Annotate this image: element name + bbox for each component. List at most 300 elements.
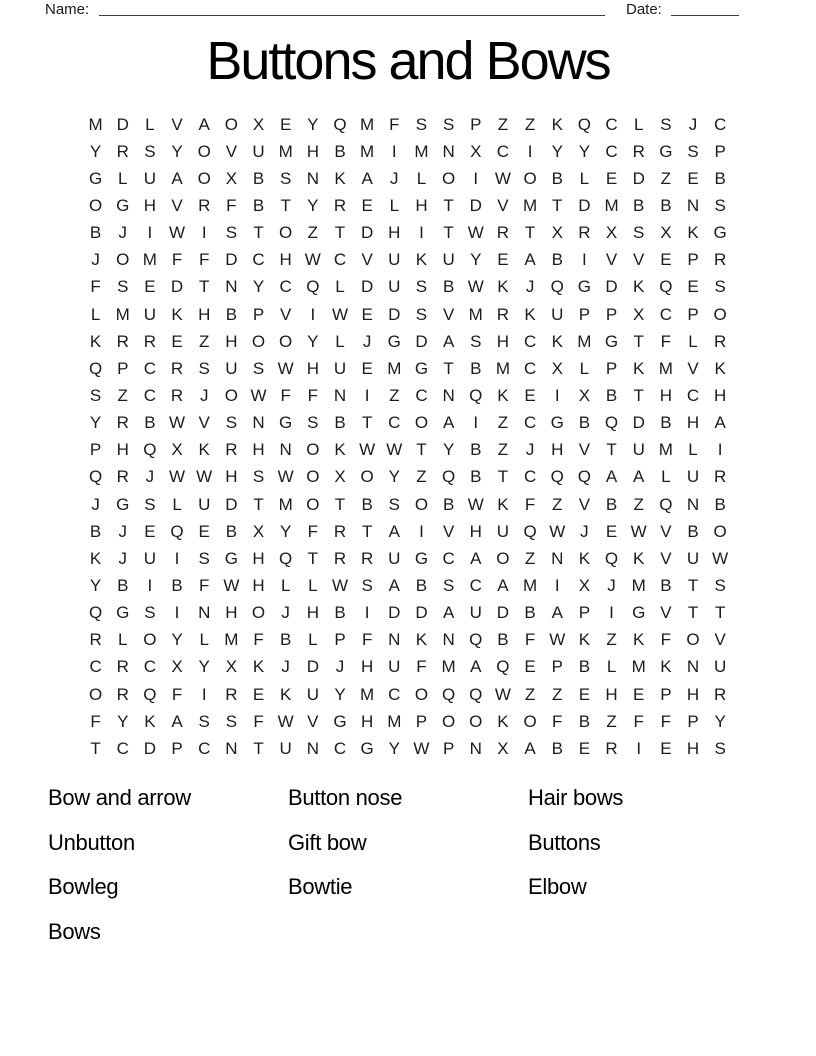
grid-letter: N [252, 413, 265, 433]
grid-letter: S [714, 738, 726, 758]
grid-letter: M [441, 657, 456, 677]
grid-letter: Y [470, 250, 482, 270]
grid-letter: K [198, 440, 210, 460]
grid-letter: G [88, 168, 103, 188]
grid-letter: A [714, 413, 726, 433]
grid-letter: K [89, 548, 102, 568]
grid-letter: V [280, 304, 292, 324]
grid-letter: F [253, 630, 264, 650]
grid-letter: Q [143, 440, 157, 460]
grid-letter: Q [604, 413, 619, 433]
grid-letter: U [388, 277, 401, 297]
grid-letter: H [198, 304, 211, 324]
grid-letter: B [144, 413, 156, 433]
word-column [48, 776, 288, 954]
grid-letter: K [89, 331, 102, 351]
grid-letter: T [497, 467, 509, 487]
grid-letter: P [660, 684, 672, 704]
grid-letter: P [605, 358, 618, 378]
grid-letter: G [659, 141, 673, 161]
grid-letter: W [549, 521, 566, 541]
grid-letter: H [306, 141, 319, 161]
grid-letter: E [252, 684, 265, 704]
grid-letter: B [660, 195, 672, 215]
grid-letter: I [527, 141, 533, 161]
grid-letter: J [580, 521, 589, 541]
grid-letter: J [390, 168, 399, 188]
grid-letter: L [688, 331, 698, 351]
grid-letter: C [714, 114, 727, 134]
grid-letter: C [252, 250, 265, 270]
grid-letter: F [389, 114, 400, 134]
grid-letter: R [361, 548, 374, 568]
grid-letter: I [473, 413, 479, 433]
grid-letter: H [225, 603, 238, 623]
grid-letter: L [118, 630, 128, 650]
grid-letter: S [252, 358, 265, 378]
grid-letter: W [250, 385, 267, 405]
grid-letter: H [415, 195, 428, 215]
grid-letter: V [198, 413, 210, 433]
grid-letter: O [441, 168, 456, 188]
grid-letter: S [415, 304, 428, 324]
grid-letter: I [174, 603, 180, 623]
grid-letter: T [361, 413, 373, 433]
grid-letter: H [686, 413, 700, 433]
grid-letter: E [361, 304, 373, 324]
grid-letter: E [633, 684, 645, 704]
grid-letter: M [278, 494, 293, 514]
grid-letter: E [361, 358, 373, 378]
grid-letter: X [252, 114, 265, 134]
grid-letter: T [253, 738, 264, 758]
grid-letter: S [633, 223, 645, 243]
grid-letter: E [687, 168, 699, 188]
grid-letter: A [497, 575, 509, 595]
grid-letter: O [713, 521, 727, 541]
grid-letter: W [467, 277, 484, 297]
grid-letter: I [554, 385, 560, 405]
grid-letter: X [578, 575, 591, 595]
grid-letter: L [579, 358, 590, 378]
grid-letter: U [198, 494, 211, 514]
grid-letter: I [201, 223, 207, 243]
grid-letter: U [143, 168, 157, 188]
grid-letter: O [686, 630, 700, 650]
grid-letter: S [252, 467, 265, 487]
grid-letter: U [686, 467, 700, 487]
grid-letter: N [469, 738, 482, 758]
grid-letter: J [118, 521, 127, 541]
grid-letter: H [306, 358, 319, 378]
grid-letter: X [470, 141, 482, 161]
grid-letter: Z [307, 223, 319, 243]
grid-letter: R [333, 521, 347, 541]
grid-letter: A [551, 603, 563, 623]
grid-letter: G [414, 358, 429, 378]
grid-letter: F [171, 684, 183, 704]
grid-letter: H [252, 575, 265, 595]
grid-letter: S [660, 114, 672, 134]
grid-letter: S [225, 223, 238, 243]
word-item: Bowtie [288, 874, 353, 900]
word-grid [82, 111, 734, 762]
grid-letter: Y [388, 467, 400, 487]
grid-letter: L [633, 114, 644, 134]
grid-letter: R [605, 738, 618, 758]
grid-letter: T [524, 223, 536, 243]
grid-letter: Z [416, 467, 427, 487]
grid-letter: E [361, 195, 373, 215]
grid-letter: B [578, 711, 591, 731]
grid-letter: T [443, 223, 454, 243]
grid-letter: Z [389, 385, 400, 405]
grid-letter: B [687, 521, 699, 541]
grid-letter: O [88, 684, 103, 704]
grid-letter: F [171, 250, 183, 270]
grid-letter: Y [252, 277, 265, 297]
grid-letter: T [361, 521, 373, 541]
grid-letter: U [306, 684, 319, 704]
grid-letter: A [442, 603, 455, 623]
grid-letter: X [551, 223, 563, 243]
grid-letter: A [524, 250, 536, 270]
grid-letter: S [714, 575, 726, 595]
grid-letter: W [467, 494, 484, 514]
grid-letter: Y [117, 711, 129, 731]
grid-letter: K [280, 684, 292, 704]
grid-letter: J [335, 657, 345, 677]
grid-letter: Y [280, 521, 292, 541]
grid-letter: X [660, 223, 672, 243]
grid-letter: R [116, 657, 129, 677]
grid-letter: P [470, 114, 482, 134]
grid-letter: O [306, 494, 320, 514]
grid-letter: V [578, 494, 591, 514]
grid-letter: B [442, 277, 455, 297]
grid-letter: L [335, 331, 345, 351]
grid-letter: T [443, 195, 454, 215]
grid-letter: C [469, 575, 482, 595]
grid-letter: G [713, 223, 727, 243]
grid-letter: C [143, 358, 157, 378]
grid-letter: A [442, 413, 455, 433]
name-label: Name: [45, 1, 90, 18]
grid-letter: Z [117, 385, 128, 405]
grid-letter: Q [496, 657, 510, 677]
grid-letter: K [415, 250, 428, 270]
grid-letter: Q [170, 521, 184, 541]
grid-letter: B [497, 630, 509, 650]
grid-letter: L [579, 168, 590, 188]
grid-letter: N [442, 141, 455, 161]
grid-letter: K [524, 304, 536, 324]
grid-letter: R [225, 684, 238, 704]
grid-letter: H [686, 684, 700, 704]
grid-letter: F [307, 521, 319, 541]
grid-letter: S [714, 277, 726, 297]
grid-letter: B [551, 168, 563, 188]
grid-letter: P [551, 657, 563, 677]
grid-letter: B [117, 575, 129, 595]
grid-letter: G [604, 331, 619, 351]
grid-letter: D [632, 168, 645, 188]
grid-letter: S [280, 168, 292, 188]
grid-letter: U [388, 548, 401, 568]
grid-letter: X [633, 304, 645, 324]
grid-letter: O [197, 168, 211, 188]
grid-letter: Z [497, 413, 509, 433]
grid-letter: E [660, 250, 672, 270]
grid-letter: H [388, 223, 401, 243]
grid-letter: D [469, 195, 482, 215]
grid-letter: M [278, 141, 293, 161]
grid-letter: W [223, 575, 240, 595]
grid-letter: C [605, 114, 618, 134]
grid-letter: Z [552, 494, 563, 514]
grid-letter: D [415, 603, 428, 623]
grid-letter: B [470, 358, 482, 378]
grid-letter: U [252, 141, 265, 161]
grid-letter: Q [469, 684, 483, 704]
grid-letter: R [89, 630, 102, 650]
grid-letter: E [660, 738, 672, 758]
grid-letter: C [116, 738, 129, 758]
grid-letter: P [714, 141, 726, 161]
grid-letter: T [253, 494, 264, 514]
grid-letter: F [524, 494, 536, 514]
grid-letter: F [660, 711, 672, 731]
grid-letter: K [633, 277, 645, 297]
grid-letter: D [306, 657, 319, 677]
grid-letter: V [497, 195, 509, 215]
grid-letter: K [497, 494, 509, 514]
grid-letter: S [415, 114, 428, 134]
grid-letter: L [661, 467, 671, 487]
grid-letter: K [714, 358, 726, 378]
word-item: Unbutton [48, 829, 135, 855]
grid-letter: V [442, 521, 455, 541]
grid-letter: Z [606, 630, 617, 650]
grid-letter: N [198, 603, 211, 623]
grid-letter: L [335, 277, 345, 297]
grid-letter: I [310, 304, 316, 324]
grid-letter: C [89, 657, 102, 677]
grid-letter: R [170, 358, 184, 378]
grid-letter: U [225, 358, 238, 378]
grid-letter: R [333, 548, 347, 568]
grid-letter: F [253, 711, 264, 731]
grid-letter: B [660, 575, 672, 595]
grid-letter: E [198, 521, 210, 541]
grid-letter: B [470, 467, 482, 487]
grid-letter: D [496, 603, 510, 623]
grid-letter: N [306, 738, 319, 758]
grid-letter: Z [606, 711, 617, 731]
grid-letter: D [361, 277, 374, 297]
grid-letter: O [523, 711, 537, 731]
grid-letter: E [605, 521, 618, 541]
grid-letter: S [388, 494, 400, 514]
grid-letter: G [360, 738, 374, 758]
grid-letter: Y [171, 141, 183, 161]
grid-letter: O [251, 603, 266, 623]
date-label: Date: [626, 1, 662, 18]
grid-letter: Q [550, 467, 564, 487]
grid-letter: M [577, 331, 592, 351]
grid-letter: G [279, 413, 293, 433]
grid-letter: M [115, 304, 130, 324]
grid-letter: U [143, 304, 157, 324]
grid-letter: U [333, 358, 347, 378]
grid-letter: L [389, 195, 400, 215]
word-item: Bow and arrow [48, 785, 191, 811]
grid-letter: T [714, 603, 726, 623]
grid-letter: Z [552, 684, 563, 704]
grid-letter: C [388, 413, 401, 433]
grid-letter: M [88, 114, 103, 134]
grid-letter: J [91, 250, 100, 270]
grid-letter: Y [89, 141, 102, 161]
grid-letter: Q [143, 684, 157, 704]
grid-letter: S [144, 494, 156, 514]
grid-letter: S [198, 548, 210, 568]
grid-letter: D [578, 195, 591, 215]
word-column [528, 776, 768, 954]
grid-letter: R [632, 141, 645, 161]
grid-letter: F [280, 385, 291, 405]
grid-letter: R [198, 195, 211, 215]
grid-letter: B [334, 603, 346, 623]
grid-letter: G [224, 548, 238, 568]
grid-letter: K [551, 331, 563, 351]
grid-letter: V [171, 114, 183, 134]
grid-letter: X [551, 358, 563, 378]
grid-letter: K [633, 548, 645, 568]
grid-letter: R [714, 250, 727, 270]
grid-letter: J [362, 331, 372, 351]
grid-letter: J [281, 657, 290, 677]
grid-letter: P [578, 603, 591, 623]
grid-letter: P [89, 440, 102, 460]
grid-letter: Q [88, 467, 103, 487]
grid-letter: U [388, 657, 401, 677]
grid-letter: M [224, 630, 239, 650]
grid-letter: Q [659, 494, 673, 514]
grid-letter: J [118, 548, 127, 568]
grid-letter: V [578, 440, 591, 460]
grid-letter: U [279, 738, 292, 758]
grid-letter: F [633, 711, 644, 731]
grid-letter: H [361, 657, 374, 677]
grid-letter: S [144, 141, 156, 161]
grid-letter: W [277, 358, 294, 378]
grid-letter: Y [442, 440, 455, 460]
grid-letter: S [117, 277, 129, 297]
grid-letter: O [306, 440, 320, 460]
grid-letter: R [116, 684, 129, 704]
grid-letter: D [225, 250, 238, 270]
grid-letter: J [118, 223, 127, 243]
grid-letter: X [334, 467, 346, 487]
grid-letter: V [687, 358, 699, 378]
grid-letter: M [658, 358, 673, 378]
grid-letter: V [660, 548, 672, 568]
grid-letter: W [549, 630, 566, 650]
grid-letter: V [605, 250, 618, 270]
grid-letter: I [174, 548, 180, 568]
grid-letter: Y [307, 195, 319, 215]
grid-letter: O [224, 385, 238, 405]
grid-letter: X [171, 657, 183, 677]
grid-letter: B [660, 413, 672, 433]
grid-letter: Q [469, 385, 483, 405]
grid-letter: J [607, 575, 616, 595]
grid-letter: Q [441, 467, 456, 487]
grid-letter: P [687, 711, 699, 731]
grid-letter: U [714, 657, 727, 677]
grid-letter: N [686, 195, 700, 215]
grid-letter: O [523, 168, 537, 188]
grid-letter: U [551, 304, 564, 324]
grid-letter: Y [198, 657, 210, 677]
grid-letter: T [606, 440, 617, 460]
grid-letter: W [169, 223, 186, 243]
grid-letter: O [360, 467, 374, 487]
grid-letter: D [170, 277, 184, 297]
grid-letter: R [333, 195, 347, 215]
grid-letter: X [171, 440, 183, 460]
grid-letter: K [144, 711, 156, 731]
grid-letter: T [90, 738, 101, 758]
grid-letter: D [225, 494, 238, 514]
grid-letter: L [416, 168, 427, 188]
grid-letter: D [388, 603, 401, 623]
grid-letter: Z [497, 114, 509, 134]
grid-letter: S [198, 358, 210, 378]
grid-letter: P [334, 630, 346, 650]
grid-letter: G [414, 548, 429, 568]
grid-letter: M [631, 575, 646, 595]
grid-letter: Q [659, 277, 673, 297]
grid-letter: W [331, 304, 348, 324]
grid-letter: K [415, 630, 428, 650]
grid-letter: W [304, 250, 321, 270]
grid-letter: R [578, 223, 591, 243]
grid-letter: A [198, 114, 210, 134]
grid-letter: L [199, 630, 209, 650]
grid-letter: Q [279, 548, 293, 568]
grid-letter: O [414, 413, 429, 433]
grid-letter: R [116, 331, 129, 351]
grid-letter: K [497, 711, 509, 731]
grid-letter: M [658, 440, 673, 460]
grid-letter: R [714, 331, 727, 351]
grid-letter: H [279, 250, 292, 270]
grid-letter: Z [633, 494, 644, 514]
grid-letter: C [279, 277, 292, 297]
grid-letter: T [307, 548, 319, 568]
grid-letter: V [660, 603, 672, 623]
grid-letter: M [360, 684, 375, 704]
grid-letter: Q [333, 114, 347, 134]
grid-letter: P [442, 738, 455, 758]
grid-letter: T [687, 575, 699, 595]
grid-letter: E [144, 277, 156, 297]
grid-letter: T [416, 440, 427, 460]
grid-letter: P [687, 304, 699, 324]
grid-letter: P [171, 738, 183, 758]
